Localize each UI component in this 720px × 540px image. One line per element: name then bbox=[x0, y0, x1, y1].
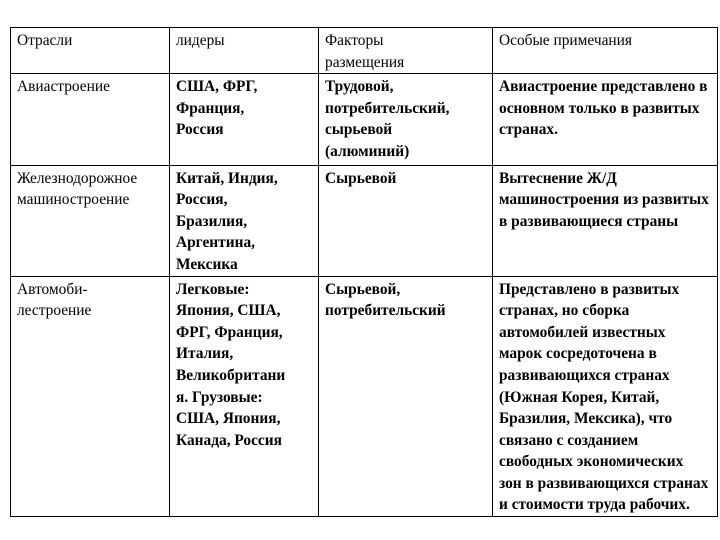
cell-line: Япония, США, bbox=[176, 302, 281, 320]
cell-line: свободных экономических bbox=[499, 453, 684, 471]
cell-industry bbox=[11, 165, 170, 276]
cell-line: марок сосредоточена в bbox=[499, 345, 657, 363]
cell-line: Франция, bbox=[176, 99, 245, 117]
header-text: размещения bbox=[325, 53, 405, 71]
cell-factors bbox=[319, 165, 493, 276]
cell-line: потребительский bbox=[325, 302, 446, 320]
cell-line: Сырьевой, bbox=[325, 280, 401, 298]
cell-leaders bbox=[170, 165, 319, 276]
cell-line: и стоимости труда рабочих. bbox=[499, 496, 690, 514]
header-text: Факторы bbox=[325, 32, 384, 49]
cell-line: развивающихся странах bbox=[499, 366, 670, 384]
cell-line: Канада, Россия bbox=[176, 431, 282, 449]
cell-line: машиностроения из развитых bbox=[499, 191, 709, 209]
header-cell-industries bbox=[11, 28, 170, 74]
cell-line: ФРГ, Франция, bbox=[176, 323, 283, 341]
cell-line: Мексика bbox=[176, 255, 238, 273]
cell-line: Авиастроение представлено в bbox=[499, 78, 708, 96]
header-cell-notes bbox=[493, 28, 718, 74]
cell-leaders bbox=[170, 276, 319, 517]
cell-line: Железнодорожное bbox=[17, 169, 138, 187]
table-row bbox=[11, 165, 718, 276]
cell-line: Легковые: bbox=[176, 280, 250, 298]
cell-line: США, ФРГ, bbox=[176, 78, 258, 96]
cell-industry bbox=[11, 74, 170, 165]
cell-factors bbox=[319, 276, 493, 517]
header-text: Особые примечания bbox=[499, 32, 632, 49]
cell-line: зон в развивающихся странах bbox=[499, 474, 709, 492]
cell-line: связано с созданием bbox=[499, 431, 639, 449]
cell-line: Россия bbox=[176, 121, 224, 139]
cell-line: основном только в развитых bbox=[499, 99, 700, 117]
cell-line: потребительский, bbox=[325, 99, 450, 117]
cell-line: Аргентина, bbox=[176, 234, 255, 252]
cell-line: в развивающиеся страны bbox=[499, 212, 679, 230]
table-row bbox=[11, 276, 718, 517]
cell-notes bbox=[493, 74, 718, 165]
cell-line: Россия, bbox=[176, 191, 228, 209]
header-cell-leaders bbox=[170, 28, 319, 74]
cell-line: странах. bbox=[499, 121, 558, 139]
cell-line: Авиастроение bbox=[17, 78, 110, 96]
cell-line: странах, но сборка bbox=[499, 302, 630, 320]
table-header-row bbox=[11, 28, 718, 74]
cell-line: Бразилия, Мексика), что bbox=[499, 410, 673, 428]
cell-line: сырьевой bbox=[325, 121, 393, 139]
table-row bbox=[11, 74, 718, 165]
cell-line: Представлено в развитых bbox=[499, 280, 680, 298]
cell-notes bbox=[493, 276, 718, 517]
cell-line: Автомоби- bbox=[17, 280, 88, 298]
cell-line: Бразилия, bbox=[176, 212, 248, 230]
cell-line: Вытеснение Ж/Д bbox=[499, 169, 617, 187]
cell-leaders bbox=[170, 74, 319, 165]
cell-notes bbox=[493, 165, 718, 276]
cell-line: Италия, bbox=[176, 345, 234, 363]
cell-line: Сырьевой bbox=[325, 169, 397, 187]
cell-line: (Южная Корея, Китай, bbox=[499, 388, 660, 406]
cell-line: Великобритани bbox=[176, 366, 286, 384]
cell-industry bbox=[11, 276, 170, 517]
cell-line: Трудовой, bbox=[325, 78, 394, 96]
cell-line: я. Грузовые: bbox=[176, 388, 263, 406]
cell-line: Китай, Индия, bbox=[176, 169, 278, 187]
industry-table bbox=[10, 27, 718, 517]
cell-factors bbox=[319, 74, 493, 165]
cell-line: лестроение bbox=[17, 302, 92, 320]
cell-line: (алюминий) bbox=[325, 142, 410, 160]
header-cell-factors bbox=[319, 28, 493, 74]
header-text: Отрасли bbox=[17, 32, 73, 49]
cell-line: автомобилей известных bbox=[499, 323, 666, 341]
header-text: лидеры bbox=[176, 32, 225, 49]
cell-line: машиностроение bbox=[17, 191, 130, 209]
cell-line: США, Япония, bbox=[176, 410, 281, 428]
